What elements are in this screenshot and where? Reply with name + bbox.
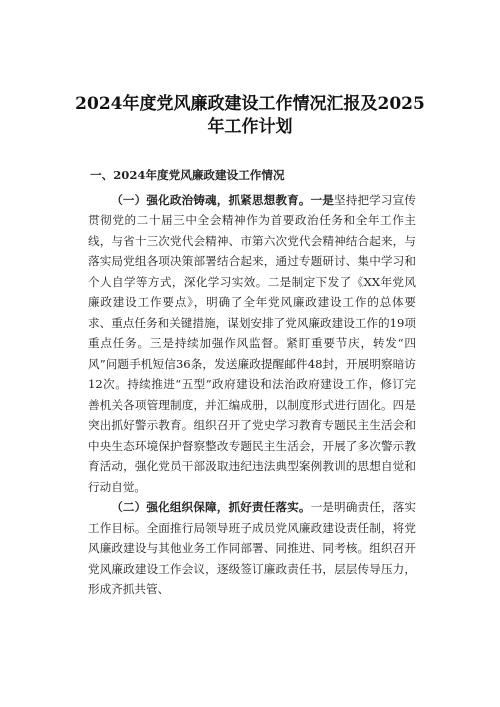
paragraph-1-lead: （一）强化政治铸魂，抓紧思想教育。 [111, 192, 311, 207]
paragraph-2 [88, 497, 416, 600]
section-heading-1: 一、2024年度党风廉政建设工作情况 [90, 168, 285, 182]
document-body [88, 165, 416, 600]
paragraph-2-text: 一是明确责任，落实工作目标。全面推行局领导班子成员党风廉政建设责任制，将党风廉政建设与其他业务工作同部署、同推进、同考核。组织召开党风廉政建设工作会议，逐级签订廉政责任书，层层传导压力，形成齐抓共管、 [88, 500, 416, 596]
title-line-1: 2024年度党风廉政建设工作情况汇报及2025 [75, 94, 425, 114]
document-title [70, 93, 430, 139]
paragraph-2-lead: （二）强化组织保障，抓好责任落实。 [111, 500, 311, 514]
paragraph-1-sub-lead: 一是 [310, 192, 335, 207]
paragraph-1-text: 坚持把学习宣传贯彻党的二十届三中全会精神作为首要政治任务和全年工作主线，与省十三次党代会精神、市第六次党代会精神结合起来，与落实局党组各项决策部署结合起来，通过专题研讨、集中学习和个人自学等方式，深化学习实效。二是制定下发了《XX年党风廉政建设工作要点》，明确了全年党风廉政建设工作的总体要求、重点任务和关键措施，谋划安排了党风廉政建设工作的19项重点任务。三是持续加强作风监督。紧盯重要节庆，转发“四风”问题手机短信36条，发送廉政提醒邮件48封，开展明察暗访12次。持续推进“五型”政府建设和法治政府建设工作，修订完善机关各项管理制度，并汇编成册，以制度形式进行固化。四是突出抓好警示教育。组织召开了党史学习教育专题民主生活会和中央生态环境保护督察整改专题民主生活会，开展了多次警示教育活动，强化党员干部汲取违纪违法典型案例教训的思想自觉和行动自觉。 [88, 192, 416, 494]
paragraph-1 [88, 190, 416, 498]
title-line-2: 年工作计划 [207, 117, 293, 137]
